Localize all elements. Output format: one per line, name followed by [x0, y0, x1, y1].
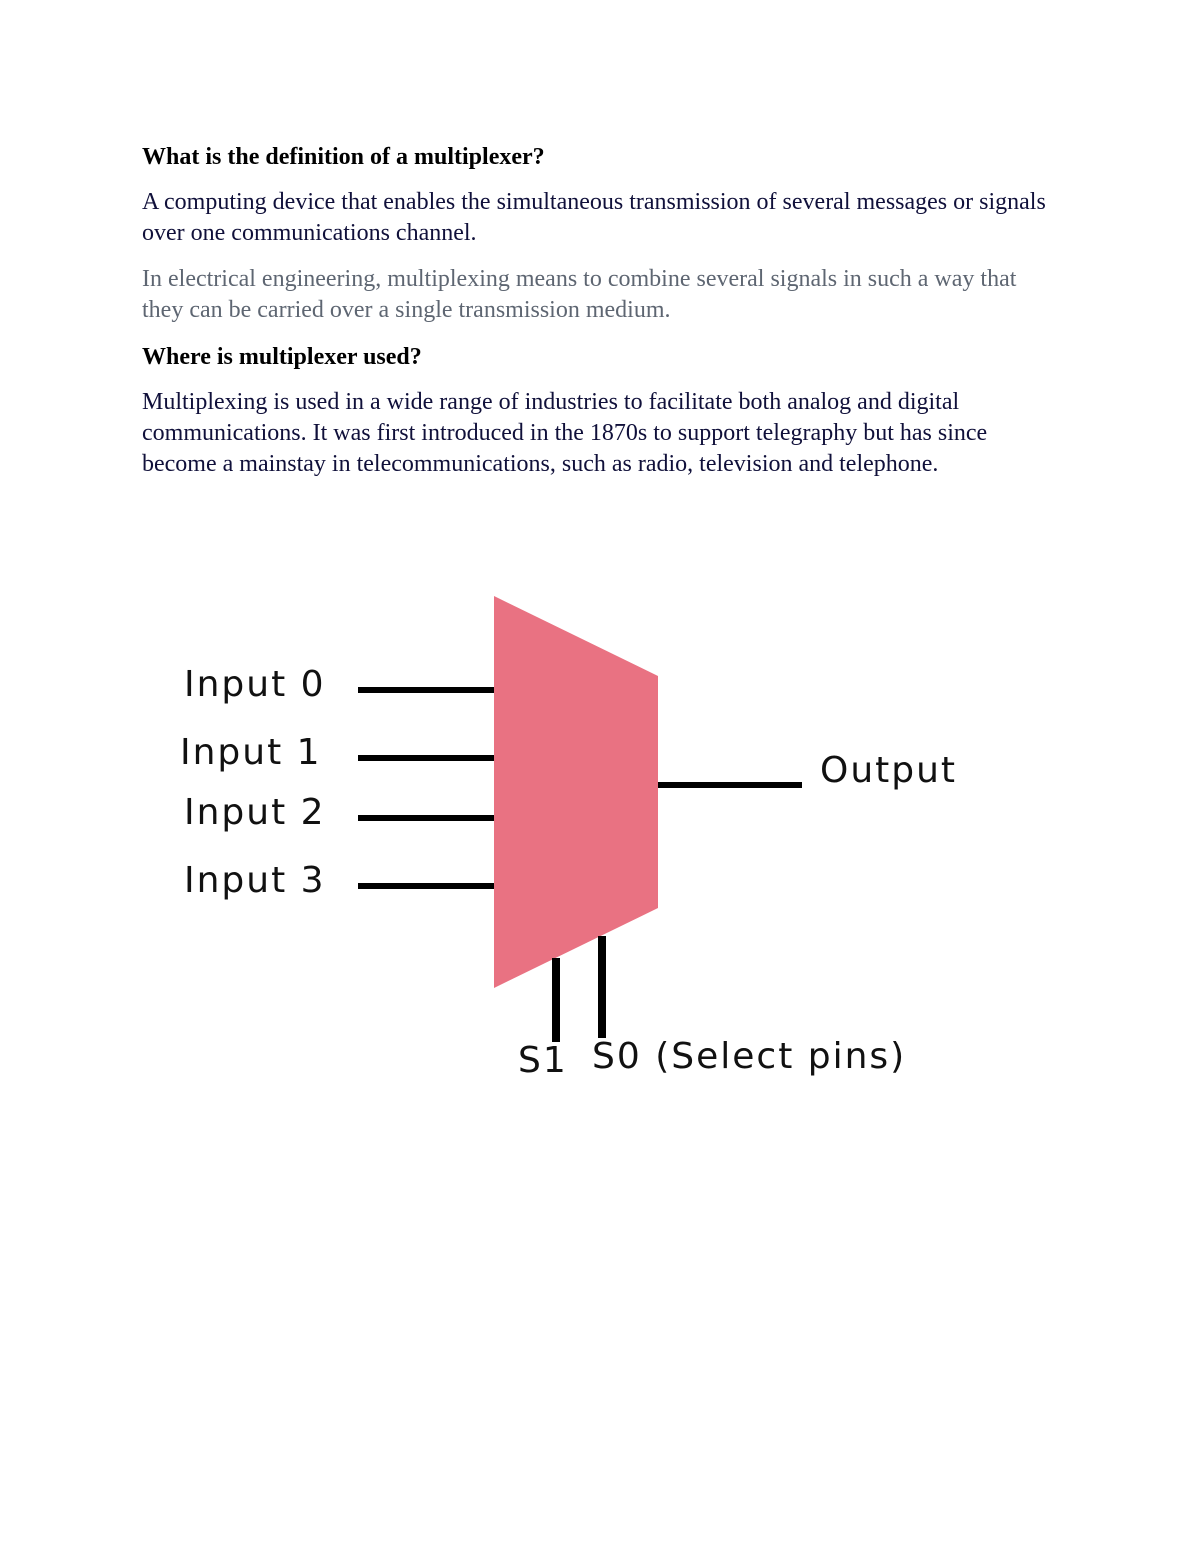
multiplexer-body [494, 596, 658, 988]
engineering-paragraph: In electrical engineering, multiplexing means to combine several signals in such a way that they can be carried over a single transmission medium. [142, 266, 1017, 323]
multiplexer-diagram [160, 580, 980, 1100]
definition-question-heading: What is the definition of a multiplexer? [142, 144, 545, 170]
input-0-label: Input 0 [184, 664, 326, 705]
input-3-label: Input 3 [184, 860, 326, 901]
usage-question-heading: Where is multiplexer used? [142, 344, 422, 370]
select-pins-label: S0 (Select pins) [592, 1036, 907, 1077]
select-s1-label: S1 [518, 1040, 568, 1081]
document-body [142, 141, 1062, 495]
usage-paragraph: Multiplexing is used in a wide range of industries to facilitate both analog and digital communications. It was first introduced in the 1870s to support telegraphy but has since become a mainstay in telecommunications, such as radio, television and telephone. [142, 389, 988, 477]
definition-paragraph: A computing device that enables the simultaneous transmission of several messages or signals over one communications channel. [142, 189, 1046, 246]
output-label: Output [820, 750, 958, 791]
input-2-label: Input 2 [184, 792, 326, 833]
multiplexer-svg [160, 580, 980, 1100]
input-1-label: Input 1 [180, 732, 322, 773]
